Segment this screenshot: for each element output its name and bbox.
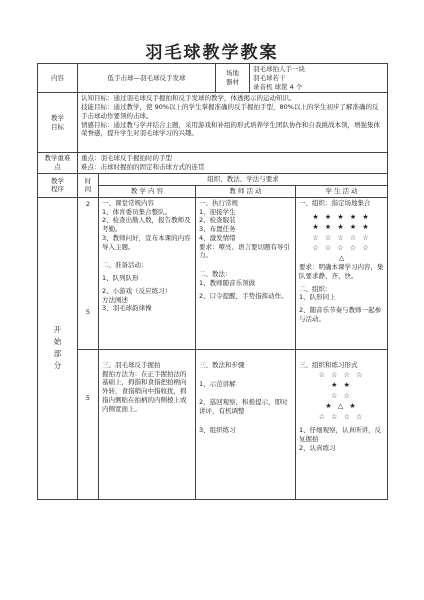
teacher-line: 1、教师随音乐领做 [199,278,256,287]
teacher-line: 1、迎接学生 [199,207,236,216]
venue-label-line: 场地 [226,69,240,78]
student-line: 1、仔细观察，认真听讲，反复握拍 [299,426,382,443]
teacher-activity-cell [196,197,296,349]
content-label: 内容 [38,64,78,93]
section-start-label [38,197,78,499]
objectives-label-line: 目标 [51,122,64,131]
student-line: 2、认真练习 [299,443,336,452]
section-label-char: 始 [53,337,62,347]
content-line: 握拍方法为：在正手握拍法的基础上，拇指和食指把拍柄向外转，食指稍向中指收扰，拇指内侧贴在拍柄的内侧棱上或内侧宽面上。 [102,369,187,413]
content-line: 1、体育委员集合整队。 [102,207,172,216]
student-line: 三、组织和练习形式 [299,360,358,369]
teacher-line: 2、口令提醒，手势指挥动作。 [199,291,288,300]
teach-content-cell [99,349,196,499]
section-label-char: 分 [53,361,62,371]
formation-stars: ☆ ☆ ☆ ☆ ☆ [312,233,371,242]
content-line: 3、教师问好，宣布本课的内容导入主题。 [102,233,191,251]
lesson-plan-table [37,63,388,500]
content-value: 低手击球—羽毛球反手发球 [78,64,216,93]
formation-stars: ☆ ☆ ☆ ☆ ☆ [312,244,371,253]
content-line: 方法阐述 [102,295,128,304]
time-value: 5 [85,394,91,403]
student-line: 1、队形同上 [299,293,336,302]
student-activity-cell [296,349,388,499]
content-line: 一、课堂常规内容 [102,198,154,207]
content-line: 2、检查出勤人数，报告教师及考勤。 [102,216,191,234]
teacher-line: 3、布置任务 [199,225,236,234]
teacher-activity-header: 教 师 活 动 [196,185,296,197]
time-label [78,173,99,197]
content-line: 2、小游戏（反应练习） [102,286,172,295]
formation-stars: ☆ ☆ ☆ ☆ [318,412,365,421]
keypoints-label-line: 点 [54,163,61,172]
teach-content-cell [99,197,196,349]
teacher-line: 要求：嘹亮、语言要切题有导引力。 [199,242,290,260]
formation-stars: ★ ★ ★ ★ ★ [312,223,371,232]
objective-line: 情感目标：通过教与学并结合主题，采用游戏和补组的形式培养学生团队协作和自我挑战本领，增强集体荣誉感，提升学生对羽毛球学习的兴趣。 [81,120,380,138]
content-line: 三、羽毛球反手握拍 [102,360,161,369]
objective-line: 认知目标：通过羽毛球反手握拍和反手发球的教学，体透揭示的运动知识。 [81,94,296,103]
teacher-position-triangle: △ [338,253,345,262]
venue-label-line: 器材 [226,78,240,87]
teacher-line: 2、检查服装 [199,216,236,225]
student-activity-cell [296,197,388,349]
teacher-activity-cell [196,349,296,499]
objective-line: 技能目标：通过教学，使 90%以上的学生掌握准确的反手握拍手型，80%以上的学生初步了解准确的反手击球动作要领的击球。 [81,103,379,120]
keypoints-label [38,153,78,174]
content-line: 1、队列队形 [102,274,139,283]
section-label-char: 部 [53,349,62,359]
objectives-label [38,93,78,153]
objectives-body [78,93,388,153]
org-label: 组织、教法、学法与要求 [99,173,388,185]
formation-stars: ☆ ☆ [331,391,352,400]
page-title: 羽毛球教学教案 [145,43,279,63]
keypoints-label-line: 教学重难 [44,154,71,163]
teacher-line: 2、巡回观察，积极提示，即时讲评，有机调整 [199,398,288,416]
keypoint-line: 难点：击球时握拍的固定和击球方式的连贯 [81,163,205,172]
equipment-line: 录音机 球筐 4 个 [253,82,303,91]
venue-label [216,64,250,93]
time-cell [78,197,99,349]
time-value: 5 [85,308,91,317]
time-label-line: 时 [84,176,92,185]
equipment-list [250,64,388,93]
teacher-line: 一、执行常规 [199,198,238,207]
student-line: 二、组织： [299,284,332,293]
student-line: 一、组织：指定场地集合 [299,198,371,207]
teacher-line: 三、教法和步骤 [199,360,245,369]
teacher-line: 3、组织练习 [199,425,236,434]
program-label-line: 程序 [51,185,64,194]
content-line: 3、羽毛球韵律操 [102,304,152,313]
equipment-line: 羽毛球若干 [253,73,286,82]
keypoint-line: 重点：羽毛球反手握拍时的手型 [81,154,172,163]
keypoints-body [78,153,388,174]
formation-stars: ★ ★ [331,381,352,390]
objectives-label-line: 教学 [51,114,64,123]
time-value: 2 [85,199,91,208]
formation-stars: ★ ★ ★ ★ ★ [312,212,371,221]
section-label-char: 开 [53,325,62,335]
formation-stars: ★ △ ★ [325,402,358,411]
teach-content-header: 教 学 内 容 [99,185,196,197]
formation-stars: ☆ ☆ ☆ ☆ [318,370,365,379]
program-label [38,173,78,197]
time-label-line: 间 [84,185,92,194]
student-line: 2、随音乐节奏与教师一起参与活动。 [299,306,382,323]
teacher-line: 4、激发情绪 [199,233,236,242]
student-line: 要求：明确本课学习内容，集队要求静、齐、快。 [299,263,384,280]
content-line: 二、准备活动： [102,261,148,270]
program-label-line: 教学 [51,176,64,185]
equipment-line: 羽毛球拍人手一块 [253,65,306,73]
teacher-line: 二、教法： [199,270,232,279]
time-cell [78,349,99,499]
student-activity-header: 学 生 活 动 [296,185,388,197]
teacher-line: 1、示范讲解 [199,379,236,388]
